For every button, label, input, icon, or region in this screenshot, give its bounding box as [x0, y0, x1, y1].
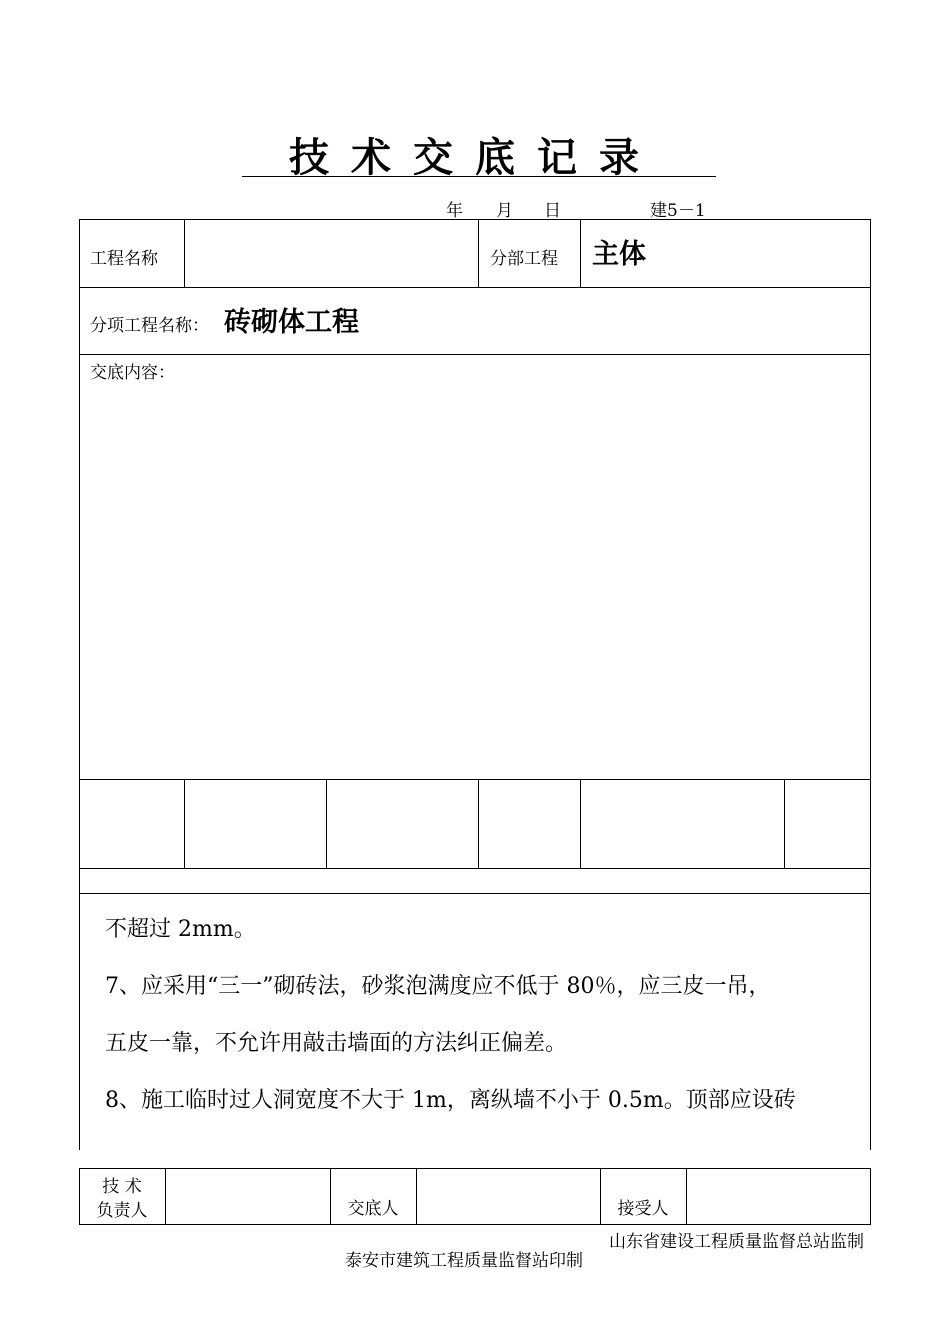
- tech-lead-label-line2: 负责人: [96, 1201, 148, 1221]
- date-year-label: 年: [446, 201, 463, 221]
- receiver-label: 接受人: [617, 1199, 669, 1219]
- supervisor-note: 山东省建设工程质量监督总站监制: [609, 1232, 864, 1252]
- date-month-label: 月: [496, 201, 513, 221]
- subitem-label: 分项工程名称：: [90, 316, 209, 336]
- content-label: 交底内容：: [90, 363, 175, 383]
- date-day-label: 日: [544, 201, 561, 221]
- content-line: 7、应采用“三一”砌砖法，砂浆泡满度应不低于 80％，应三皮一吊，: [105, 974, 771, 999]
- document-title: 技术交底记录: [289, 135, 661, 181]
- title-underline: [242, 176, 716, 177]
- form-code: 建5－1: [650, 201, 706, 221]
- subitem-value[interactable]: 砖砌体工程: [224, 307, 359, 338]
- content-line: 不超过 2mm。: [105, 917, 256, 942]
- tech-lead-label-line1: 技 术: [102, 1177, 142, 1197]
- content-line: 五皮一靠，不允许用敲击墙面的方法纠正偏差。: [105, 1031, 568, 1056]
- division-label: 分部工程: [490, 249, 558, 269]
- division-value[interactable]: 主体: [592, 239, 646, 270]
- handover-label: 交底人: [347, 1199, 399, 1219]
- printer-note: 泰安市建筑工程质量监督站印制: [345, 1251, 583, 1271]
- project-name-label: 工程名称: [90, 249, 158, 269]
- content-line: 8、施工临时过人洞宽度不大于 1m，离纵墙不小于 0.5m。顶部应设砖: [105, 1088, 796, 1113]
